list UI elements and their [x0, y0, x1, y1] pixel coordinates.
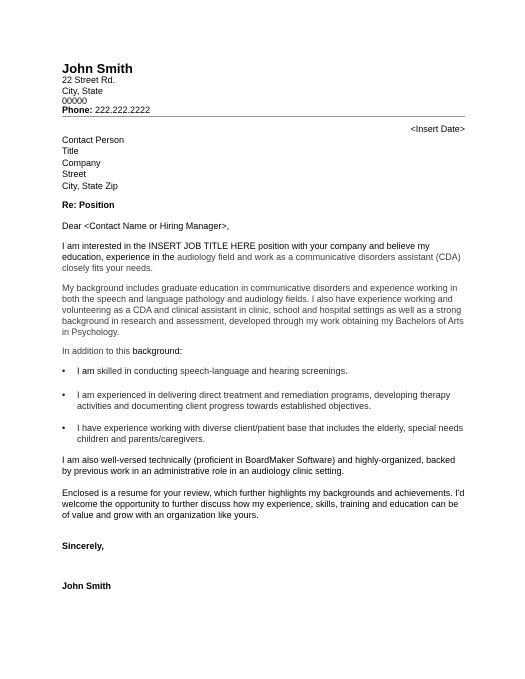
bullet-icon: • [62, 423, 66, 433]
sender-street: 22 Street Rd. [62, 75, 116, 85]
sender-phone-line [62, 105, 150, 116]
phone-number: 222.222.2222 [95, 105, 151, 115]
sender-city-state: City, State [62, 86, 103, 96]
recipient-company: Company [62, 157, 101, 168]
bullet-icon: • [62, 390, 66, 400]
recipient-contact: Contact Person [62, 135, 125, 145]
bullet-text: I am experienced in delivering direct treatment and remediation programs, developing therapy activities and documenting client progress towards established objectives. [77, 390, 451, 411]
bullet-text: I have experience working with diverse client/patient base that includes the elderly, special needs children and parents/caregivers. [77, 423, 464, 444]
background-intro [62, 346, 465, 357]
re-line: Re: Position [62, 200, 115, 210]
phone-label: Phone: [62, 105, 93, 115]
salutation: Dear <Contact Name or Hiring Manager>, [62, 221, 230, 231]
background-intro-plain: In addition to this [62, 346, 133, 356]
signature-name: John Smith [62, 581, 111, 591]
recipient-title: Title [62, 146, 79, 157]
intro-rest-text: audiology field and work as a communicative disorders assistant (CDA) closely fits your needs. [62, 252, 461, 273]
sender-zip: 00000 [62, 96, 88, 106]
background-intro-bold: background: [132, 346, 183, 356]
intro-bold-text: I am interested in the INSERT JOB TITLE HERE position with your company and believe my education, experience in the [62, 241, 430, 262]
header-divider [62, 116, 465, 117]
sender-name: John Smith [62, 61, 133, 76]
recipient-city: City, State Zip [62, 180, 118, 191]
paragraph-background: My background includes graduate education in communicative disorders and experience working in both the speech and language pathology and audiology fields. I also have experience working and volunteering as a CDA and clinical assistant in clinic, school and hospital settings as well as a strong background in research and assessment, developed through my work obtaining my Bachelors of Arts in Psychology. [62, 283, 464, 337]
recipient-street: Street [62, 169, 87, 180]
recipient-address [62, 135, 124, 192]
bullet-body: skilled in conducting speech-language and hearing screenings. [97, 366, 348, 376]
paragraph-technical: I am also well-versed technically (proficient in BoardMaker Software) and highly-organized, backed by previous work in an administrative role in an audiology clinic setting. [62, 455, 456, 476]
paragraph-intro [62, 241, 465, 274]
bullet-bold-lead: I am [77, 366, 98, 376]
paragraph-enclosed: Enclosed is a resume for your review, which further highlights my backgrounds and achievements. I'd welcome the opportunity to further discuss how my experience, skills, training and education can be of value and grow with an organization like yours. [62, 488, 465, 520]
bullet-icon: • [62, 366, 66, 376]
closing: Sincerely, [62, 541, 104, 551]
bullet-text [77, 366, 465, 377]
letter-date: <Insert Date> [410, 124, 465, 134]
